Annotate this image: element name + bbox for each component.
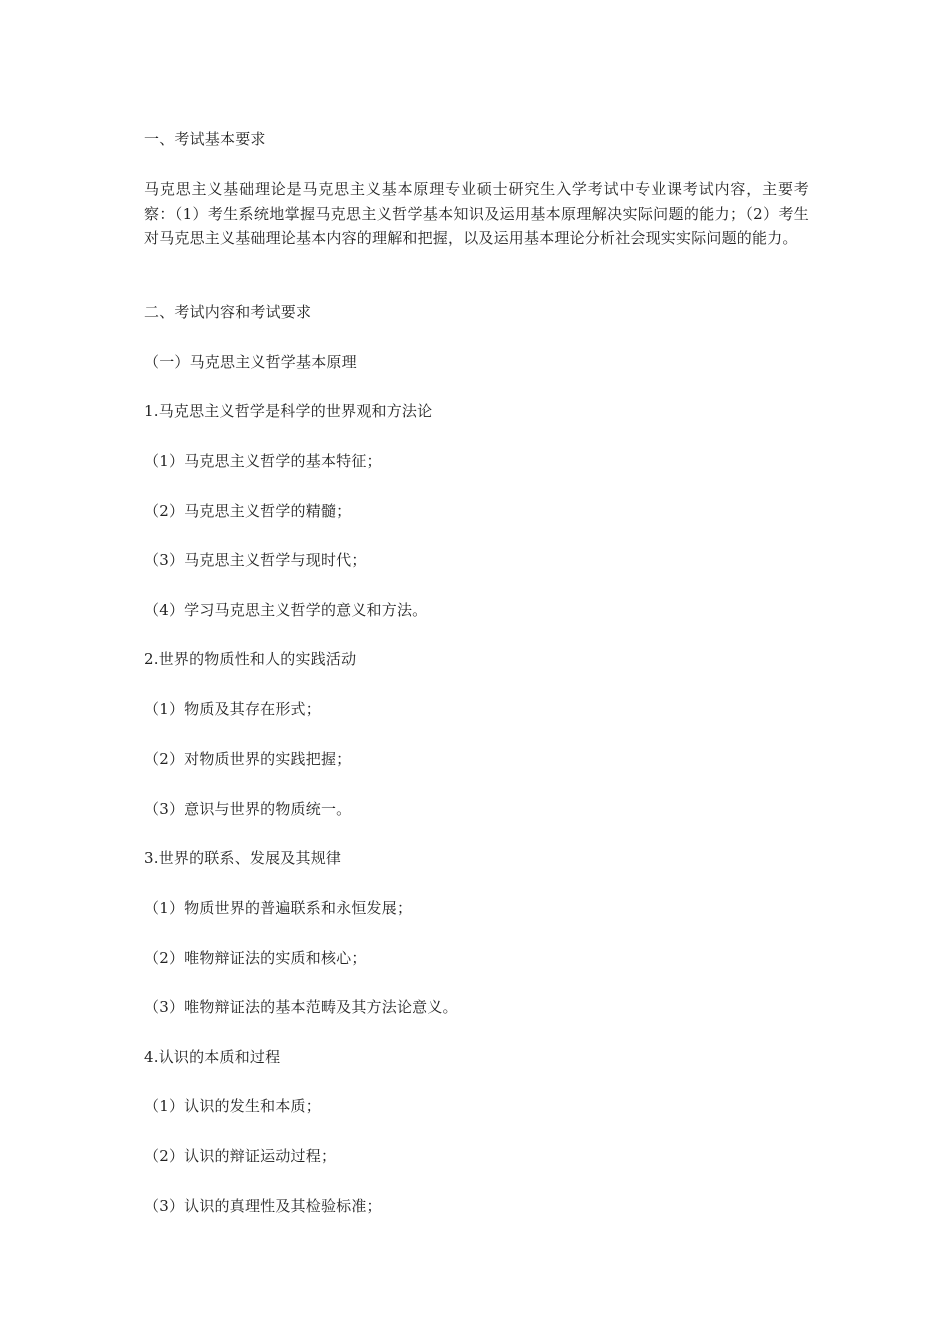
topic4-title: 4.认识的本质和过程 [144,1048,281,1066]
topic1-item: （2）马克思主义哲学的精髓； [144,502,352,520]
section1-paragraph: 马克思主义基础理论是马克思主义基本原理专业硕士研究生入学考试中专业课考试内容，主要考察：（1）考生系统地掌握马克思主义哲学基本知识及运用基本原理解决实际问题的能力；（2）考生对马克思主义基础理论基本内容的理解和把握，以及运用基本理论分析社会现实实际问题的能力。 [144,180,809,247]
topic3-title: 3.世界的联系、发展及其规律 [144,849,342,867]
topic1-title: 1.马克思主义哲学是科学的世界观和方法论 [144,402,433,420]
section2-heading: 二、考试内容和考试要求 [144,303,312,321]
topic4-item: （2）认识的辩证运动过程； [144,1147,337,1165]
topic2-item: （2）对物质世界的实践把握； [144,750,352,768]
topic2-item: （1）物质及其存在形式； [144,700,321,718]
topic1-item: （1）马克思主义哲学的基本特征； [144,452,382,470]
topic4-item: （1）认识的发生和本质； [144,1097,321,1115]
topic3-item: （1）物质世界的普遍联系和永恒发展； [144,899,413,917]
topic1-item: （3）马克思主义哲学与现时代； [144,551,367,569]
part1-heading: （一）马克思主义哲学基本原理 [144,353,357,371]
topic4-item: （3）认识的真理性及其检验标准； [144,1197,382,1215]
section1-heading: 一、考试基本要求 [144,130,266,148]
topic3-item: （3）唯物辩证法的基本范畴及其方法论意义。 [144,998,458,1016]
topic3-item: （2）唯物辩证法的实质和核心； [144,949,367,967]
topic2-item: （3）意识与世界的物质统一。 [144,800,352,818]
topic2-title: 2.世界的物质性和人的实践活动 [144,650,357,668]
topic1-item: （4）学习马克思主义哲学的意义和方法。 [144,601,428,619]
